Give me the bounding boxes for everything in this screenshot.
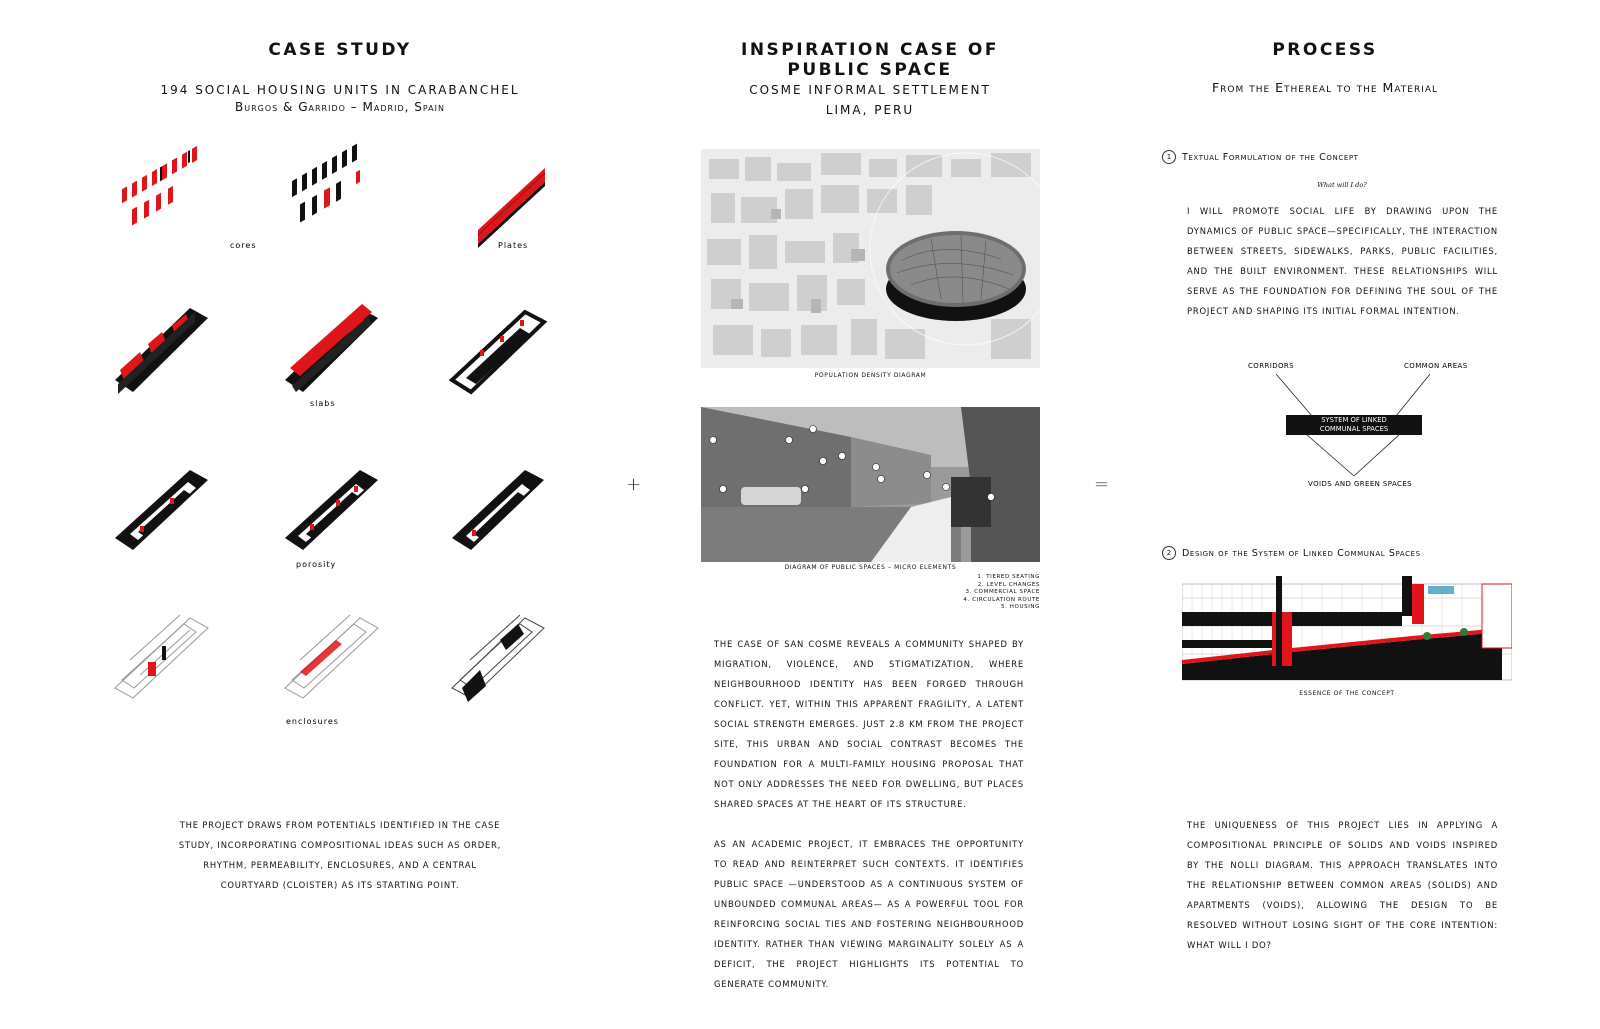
cores-diagram-2	[292, 144, 360, 223]
section-caption: ESSENCE OF THE CONCEPT	[1299, 690, 1395, 697]
label-plates: Plates	[498, 241, 529, 250]
concept-section-drawing	[1182, 576, 1512, 688]
step-1-number: 1	[1162, 150, 1176, 164]
case-study-subtitle-1: 194 SOCIAL HOUSING UNITS IN CARABANCHEL	[160, 83, 520, 97]
case-study-description: THE PROJECT DRAWS FROM POTENTIALS IDENTIFIED IN THE CASE STUDY, INCORPORATING COMPOSITIONAL IDEAS SUCH AS ORDER, RHYTHM, PERMEABILITY, ENCLOSURES, AND A CENTRAL COURTYARD (CLOISTER) AS ITS STARTING POINT.	[178, 820, 502, 890]
label-porosity: porosity	[296, 560, 337, 569]
enclosures-diagram-3	[452, 615, 544, 702]
concept-question: What will I do?	[1317, 181, 1367, 189]
slabs-diagram-1	[115, 308, 208, 394]
inspiration-paragraph-1: THE CASE OF SAN COSME REVEALS A COMMUNITY SHAPED BY MIGRATION, VIOLENCE, AND STIGMATIZATION, WHERE NEIGHBOURHOOD IDENTITY HAS BEEN FORGED THROUGH CONFLICT. YET, WITHIN THIS APPARENT FRAGILITY, A LATENT SOCIAL STRENGTH EMERGES. JUST 2.8 KM FROM THE PROJECT SITE, THIS URBAN AND SOCIAL CONTRAST BECOMES THE FOUNDATION FOR A MULTI-FAMILY HOUSING PROPOSAL THAT NOT ONLY ADDRESSES THE NEED FOR DWELLING, BUT PLACES SHARED SPACES AT THE HEART OF ITS STRUCTURE.	[714, 639, 1024, 809]
public-spaces-street-photo	[701, 407, 1040, 562]
step-2-label: Design of the System of Linked Communal Spaces	[1182, 547, 1421, 559]
slabs-diagram-3	[452, 312, 544, 392]
enclosures-diagram-2	[285, 615, 378, 698]
step-2	[1162, 546, 1421, 560]
legend-item: 4. CIRCULATION ROUTE	[963, 596, 1040, 603]
diagram-common-areas-label: COMMON AREAS	[1404, 362, 1468, 370]
cores-diagram-1	[122, 146, 197, 226]
linked-spaces-diagram	[1240, 358, 1480, 493]
inspiration-title: INSPIRATION CASE OF PUBLIC SPACE	[741, 40, 999, 80]
plates-diagram	[478, 168, 545, 248]
case-study-axonometric-diagrams	[100, 140, 580, 740]
legend-item: 3. COMMERCIAL SPACE	[965, 589, 1040, 595]
case-study-title: CASE STUDY	[268, 40, 412, 60]
population-density-map	[701, 149, 1040, 368]
step-2-number: 2	[1162, 546, 1176, 560]
process-description: THE UNIQUENESS OF THIS PROJECT LIES IN APPLYING A COMPOSITIONAL PRINCIPLE OF SOLIDS AND VOIDS INSPIRED BY THE NOLLI DIAGRAM. THIS APPROACH TRANSLATES INTO THE RELATIONSHIP BETWEEN COMMON AREAS (SOLIDS) AND APARTMENTS (VOIDS), ALLOWING THE DESIGN TO BE RESOLVED WITHOUT LOSING SIGHT OF THE CORE INTENTION: WHAT WILL I DO?	[1187, 820, 1498, 950]
process-subtitle: From the Ethereal to the Material	[1211, 80, 1439, 95]
enclosures-diagram-1	[115, 615, 208, 698]
inspiration-subtitle-2: LIMA, PERU	[825, 103, 915, 117]
slabs-diagram-2	[285, 304, 378, 392]
street-caption: DIAGRAM OF PUBLIC SPACES – MICRO ELEMENTS	[784, 564, 957, 571]
label-slabs: slabs	[310, 399, 336, 408]
inspiration-subtitle-1: COSME INFORMAL SETTLEMENT	[749, 83, 991, 97]
diagram-system-label: SYSTEM OF LINKED COMMUNAL SPACES	[1319, 416, 1389, 433]
step-1	[1162, 150, 1359, 164]
legend-item: 2. LEVEL CHANGES	[977, 581, 1040, 588]
legend-item: 5. HOUSING	[1001, 604, 1040, 610]
micro-elements-legend	[900, 574, 1040, 612]
diagram-corridors-label: CORRIDORS	[1248, 362, 1294, 370]
plus-operator: +	[626, 474, 642, 495]
equals-operator: =	[1094, 474, 1110, 495]
porosity-diagram-1	[115, 470, 208, 550]
inspiration-paragraph-2: AS AN ACADEMIC PROJECT, IT EMBRACES THE OPPORTUNITY TO READ AND REINTERPRET SUCH CONTEXTS. IT IDENTIFIES PUBLIC SPACE —UNDERSTOOD AS A CONTINUOUS SYSTEM OF UNBOUNDED COMMUNAL AREAS— AS A POWERFUL TOOL FOR REINFORCING SOCIAL TIES AND FOSTERING NEIGHBOURHOOD IDENTITY. RATHER THAN VIEWING MARGINALITY SOLELY AS A DEFICIT, THE PROJECT HIGHLIGHTS ITS POTENTIAL TO GENERATE COMMUNITY.	[714, 839, 1024, 989]
map-caption: POPULATION DENSITY DIAGRAM	[814, 372, 927, 379]
legend-item: 1. TIERED SEATING	[977, 574, 1040, 580]
label-enclosures: enclosures	[286, 717, 339, 726]
diagram-voids-label: VOIDS AND GREEN SPACES	[1308, 480, 1412, 488]
step-1-label: Textual Formulation of the Concept	[1182, 151, 1359, 163]
process-title: PROCESS	[1272, 40, 1378, 60]
porosity-diagram-2	[285, 470, 378, 550]
case-study-subtitle-2: Burgos & Garrido – Madrid, Spain	[235, 100, 445, 114]
porosity-diagram-3	[452, 470, 544, 550]
label-cores: cores	[230, 241, 257, 250]
concept-statement: I WILL PROMOTE SOCIAL LIFE BY DRAWING UPON THE DYNAMICS OF PUBLIC SPACE—SPECIFICALLY, THE INTERACTION BETWEEN STREETS, SIDEWALKS, PARKS, PUBLIC FACILITIES, AND THE BUILT ENVIRONMENT. THESE RELATIONSHIPS WILL SERVE AS THE FOUNDATION FOR DEFINING THE SOUL OF THE PROJECT AND SHAPING ITS INITIAL FORMAL INTENTION.	[1187, 206, 1498, 316]
